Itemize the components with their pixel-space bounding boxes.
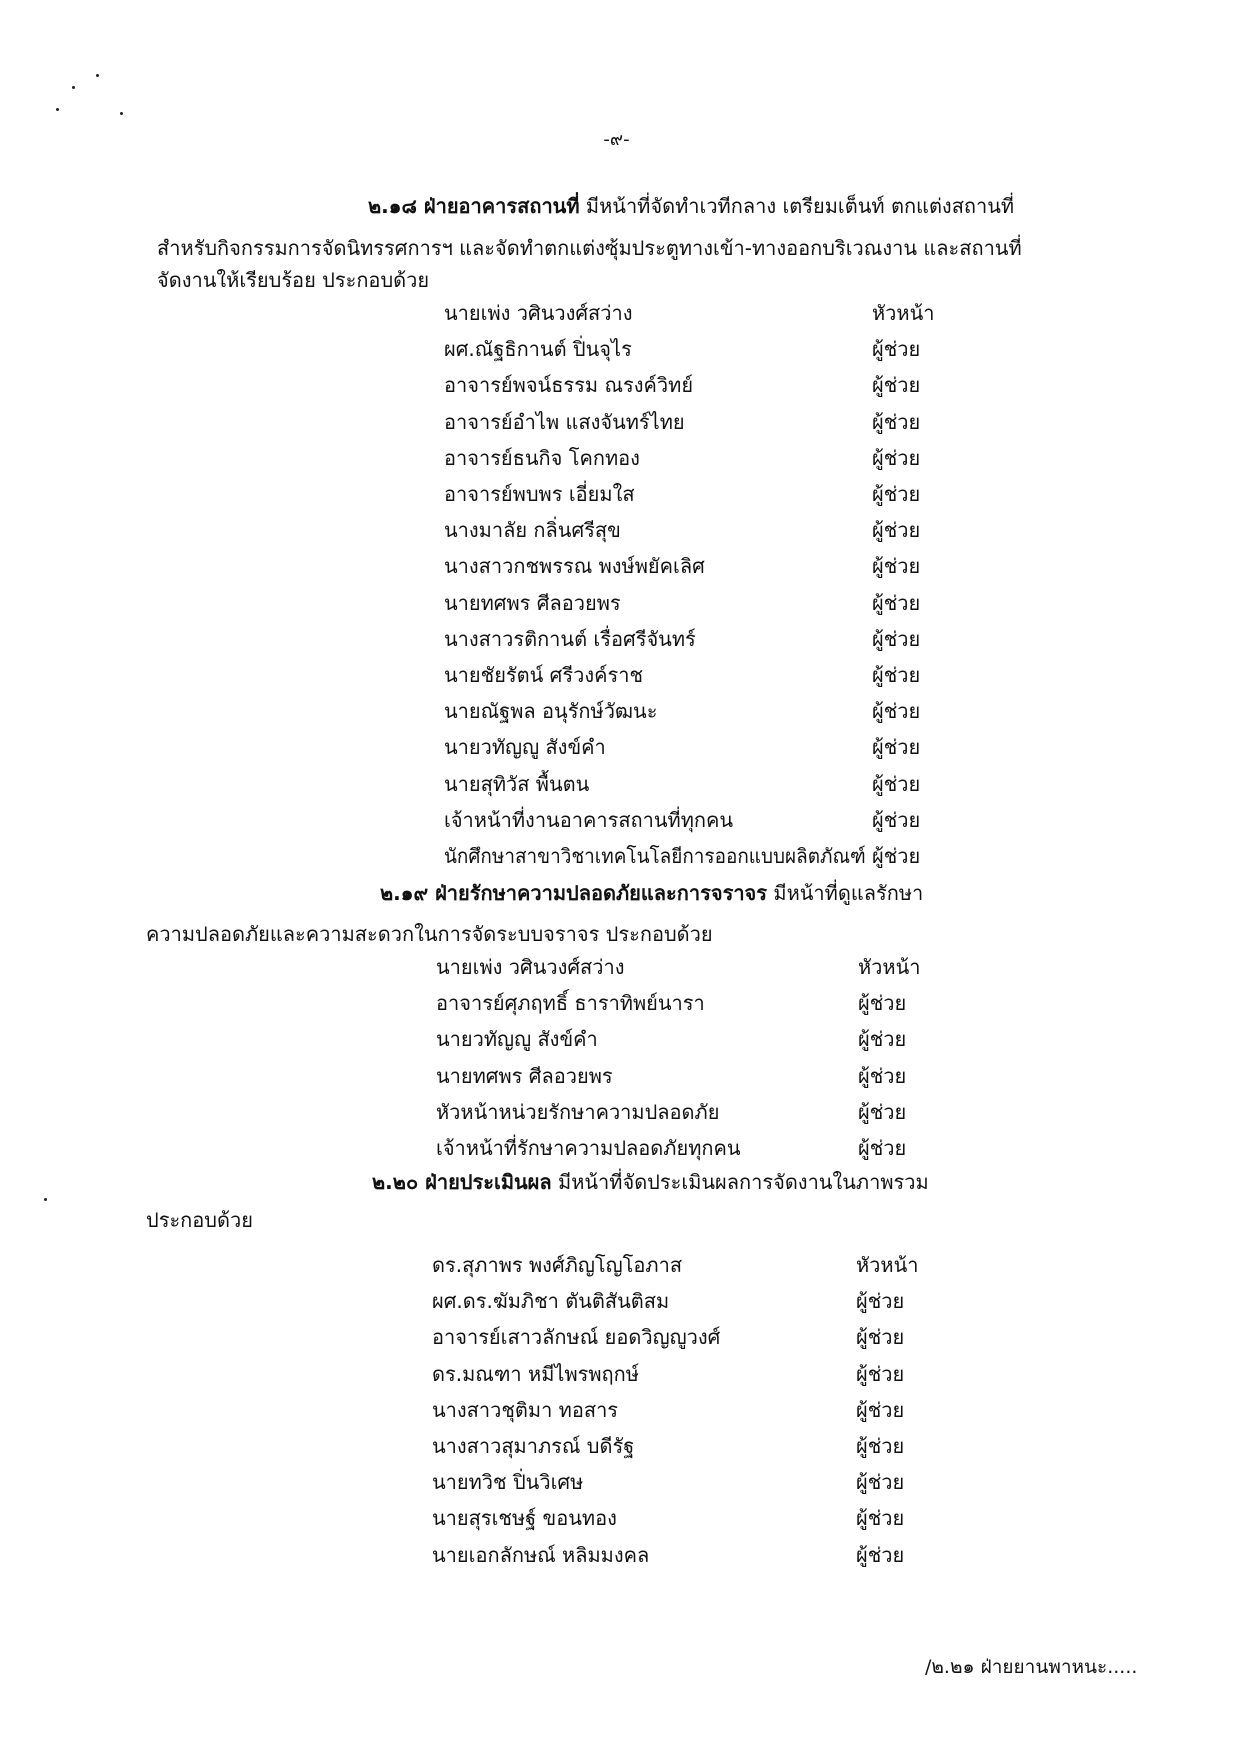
member-role: ผู้ช่วย — [858, 1063, 907, 1088]
continuation-footer: /๒.๒๑ ฝ่ายยานพาหนะ..... — [925, 1656, 1138, 1678]
member-row — [432, 1357, 946, 1391]
member-role: ผู้ช่วย — [872, 337, 921, 362]
member-role: ผู้ช่วย — [856, 1397, 905, 1422]
member-name: เจ้าหน้าที่งานอาคารสถานที่ทุกคน — [444, 807, 734, 832]
page-number: -๙- — [603, 129, 630, 150]
member-name: อาจารย์เสาวลักษณ์ ยอดวิญญูวงศ์ — [432, 1325, 721, 1350]
member-name: อาจารย์ธนกิจ โคกทอง — [444, 445, 640, 470]
member-row — [444, 767, 962, 801]
member-row — [432, 1538, 946, 1572]
member-row — [432, 1501, 946, 1535]
scan-speck — [56, 108, 59, 111]
member-row — [444, 586, 962, 620]
member-row — [444, 622, 962, 656]
scan-speck — [72, 86, 75, 89]
member-row — [444, 441, 962, 475]
member-row — [444, 658, 962, 692]
member-row — [436, 1059, 948, 1093]
section-20-line-1 — [372, 1166, 929, 1198]
member-name: นายเพ่ง วศินวงศ์สว่าง — [436, 955, 625, 979]
member-role: ผู้ช่วย — [872, 699, 921, 724]
member-row — [444, 839, 962, 873]
member-row — [444, 296, 962, 330]
member-role: หัวหน้า — [858, 955, 921, 979]
member-name: นางสาวกชพรรณ พงษ์พยัคเลิศ — [444, 554, 705, 579]
member-role: ผู้ช่วย — [872, 482, 921, 506]
member-role: หัวหน้า — [872, 301, 935, 325]
member-row — [444, 368, 962, 402]
member-role: ผู้ช่วย — [856, 1506, 905, 1531]
section-18-line-1 — [368, 190, 1014, 222]
member-row — [436, 1022, 948, 1056]
member-name: ดร.มณฑา หมีไพรพฤกษ์ — [432, 1361, 639, 1386]
member-row — [444, 694, 962, 728]
member-row — [444, 730, 962, 764]
section-20-heading: ๒.๒๐ ฝ่ายประเมินผล — [372, 1170, 552, 1194]
member-name: อาจารย์ศุภฤทธิ์ ธาราทิพย์นารา — [436, 991, 705, 1016]
section-19-line-1 — [380, 877, 923, 909]
member-row — [432, 1429, 946, 1463]
member-role: ผู้ช่วย — [856, 1325, 905, 1350]
member-name: นักศึกษาสาขาวิชาเทคโนโลยีการออกแบบผลิตภัณฑ์ — [444, 844, 866, 868]
member-row — [432, 1320, 946, 1354]
member-name: นายทวิช ปิ่นวิเศษ — [432, 1470, 584, 1495]
member-name: หัวหน้าหน่วยรักษาความปลอดภัย — [436, 1099, 720, 1124]
member-role: ผู้ช่วย — [856, 1289, 905, 1314]
member-row — [444, 332, 962, 366]
member-row — [432, 1284, 946, 1318]
member-role: ผู้ช่วย — [858, 1027, 907, 1052]
member-name: นางสาวชุติมา ทอสาร — [432, 1397, 619, 1422]
member-role: ผู้ช่วย — [872, 771, 921, 796]
member-name: อาจารย์พบพร เอี่ยมใส — [444, 482, 635, 506]
member-role: ผู้ช่วย — [872, 590, 921, 615]
member-row — [436, 1131, 948, 1165]
member-name: ผศ.ณัฐธิกานต์ ปิ่นจุไร — [444, 337, 632, 362]
member-role: ผู้ช่วย — [872, 626, 921, 651]
member-name: นางสาวรติกานต์ เรื่อศรีจันทร์ — [444, 626, 696, 651]
member-role: ผู้ช่วย — [872, 445, 921, 470]
section-18-line-3: จัดงานให้เรียบร้อย ประกอบด้วย — [157, 268, 430, 292]
member-row — [436, 1095, 948, 1129]
member-role: ผู้ช่วย — [856, 1434, 905, 1458]
member-row — [444, 477, 962, 511]
member-role: ผู้ช่วย — [872, 373, 921, 398]
member-name: นายเพ่ง วศินวงศ์สว่าง — [444, 301, 633, 325]
member-row — [436, 986, 948, 1020]
member-name: นายวทัญญู สังข์คำ — [444, 735, 606, 760]
member-row — [432, 1393, 946, 1427]
member-row — [444, 549, 962, 583]
member-name: นางมาลัย กลิ่นศรีสุข — [444, 518, 621, 543]
member-row — [444, 405, 962, 439]
member-name: ดร.สุภาพร พงศ์ภิญโญโอภาส — [432, 1253, 683, 1277]
section-18-line-2: สำหรับกิจกรรมการจัดนิทรรศการฯ และจัดทำตกแต่งซุ้มประตูทางเข้า-ทางออกบริเวณงาน และสถานที่ — [157, 236, 1022, 260]
section-20-text-1: มีหน้าที่จัดประเมินผลการจัดงานในภาพรวม — [558, 1170, 929, 1194]
member-role: ผู้ช่วย — [872, 807, 921, 832]
member-role: หัวหน้า — [856, 1253, 919, 1277]
section-19-heading: ๒.๑๙ ฝ่ายรักษาความปลอดภัยและการจราจร — [380, 881, 768, 905]
member-role: ผู้ช่วย — [858, 1136, 907, 1160]
section-18-heading: ๒.๑๘ ฝ่ายอาคารสถานที่ — [368, 194, 580, 218]
member-name: นายสุรเชษฐ์ ขอนทอง — [432, 1506, 617, 1531]
member-name: นายทศพร ศีลอวยพร — [436, 1063, 613, 1088]
scan-speck — [44, 1198, 47, 1201]
member-row — [444, 513, 962, 547]
member-name: นายชัยรัตน์ ศรีวงค์ราช — [444, 663, 644, 687]
member-name: นายวทัญญู สังข์คำ — [436, 1027, 598, 1052]
member-name: นางสาวสุมาภรณ์ บดีรัฐ — [432, 1434, 635, 1458]
member-row — [436, 950, 948, 984]
member-name: นายเอกลักษณ์ หลิมมงคล — [432, 1542, 650, 1567]
member-name: ผศ.ดร.ฆัมภิชา ตันติสันติสม — [432, 1289, 670, 1314]
member-role: ผู้ช่วย — [858, 991, 907, 1016]
member-name: นายสุทิวัส พื้นตน — [444, 771, 590, 796]
member-name: นายณัฐพล อนุรักษ์วัฒนะ — [444, 699, 658, 724]
member-role: ผู้ช่วย — [872, 663, 921, 687]
member-row — [444, 803, 962, 837]
section-19-text-1: มีหน้าที่ดูแลรักษา — [773, 881, 924, 905]
scan-speck — [120, 112, 123, 115]
member-role: ผู้ช่วย — [856, 1470, 905, 1495]
member-role: ผู้ช่วย — [856, 1361, 905, 1386]
member-role: ผู้ช่วย — [872, 518, 921, 543]
section-20-line-2: ประกอบด้วย — [146, 1208, 253, 1232]
member-name: นายทศพร ศีลอวยพร — [444, 590, 621, 615]
member-row — [432, 1465, 946, 1499]
member-role: ผู้ช่วย — [872, 409, 921, 434]
member-role: ผู้ช่วย — [858, 1099, 907, 1124]
scan-speck — [96, 74, 99, 77]
member-role: ผู้ช่วย — [856, 1542, 905, 1567]
member-role: ผู้ช่วย — [872, 844, 921, 868]
member-role: ผู้ช่วย — [872, 735, 921, 760]
member-row — [432, 1248, 946, 1282]
section-18-text-1: มีหน้าที่จัดทำเวทีกลาง เตรียมเต็นท์ ตกแต่งสถานที่ — [585, 194, 1015, 218]
member-name: อาจารย์พจน์ธรรม ณรงค์วิทย์ — [444, 373, 694, 398]
member-name: เจ้าหน้าที่รักษาความปลอดภัยทุกคน — [436, 1136, 741, 1160]
member-role: ผู้ช่วย — [872, 554, 921, 579]
member-name: อาจารย์อำไพ แสงจันทร์ไทย — [444, 409, 685, 434]
section-19-line-2: ความปลอดภัยและความสะดวกในการจัดระบบจราจร ประกอบด้วย — [146, 922, 713, 946]
